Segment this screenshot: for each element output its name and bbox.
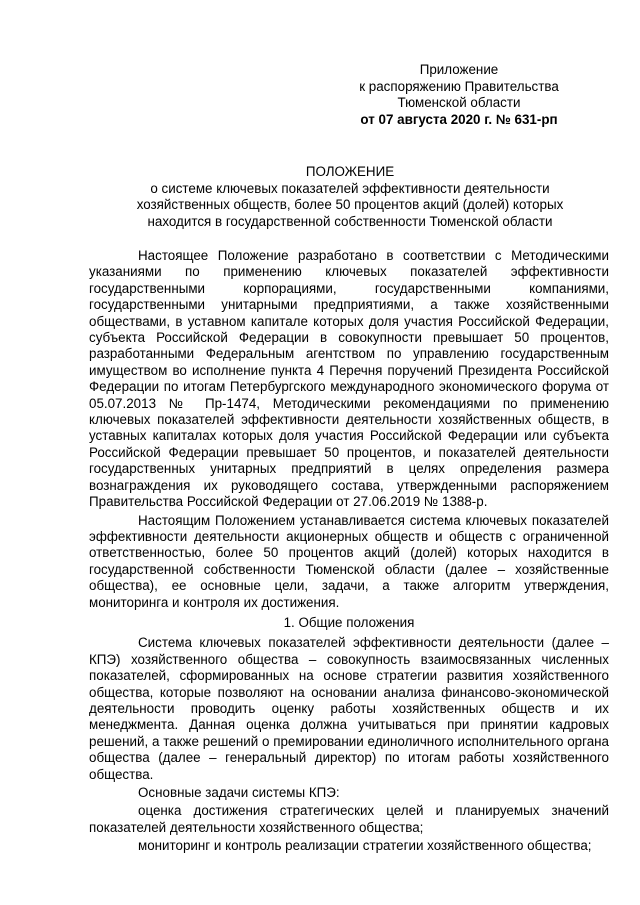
- appendix-order-ref: к распоряжению Правительства: [359, 78, 559, 94]
- paragraph-basis: Настоящее Положение разработано в соответствии с Методическими указаниями по применению ключевых показателей эффективности государственными корпорациями, государственными компаниями, государственными унитарными предприятиями, а также хозяйственными обществами, в уставном капитале которых доля участия Российской Федерации, субъекта Российской Федерации в совокупности превышает 50 процентов, разработанными Федеральным агентством по управлению государственным имуществом во исполнение пункта 4 Перечня поручений Президента Российской Федерации по итогам Петербургского международного экономического форума от 05.07.2013 № Пр-1474, Методическими рекомендациями по применению ключевых показателей эффективности деятельности хозяйственных обществ, в уставных капиталах которых доля участия Российской Федерации или субъекта Российской Федерации превышает 50 процентов, и показателей деятельности государственных унитарных предприятий в целях определения размера вознаграждения их руководящего состава, утвержденными распоряжением Правительства Российской Федерации от 27.06.2019 № 1388-р.: [89, 248, 609, 510]
- appendix-block: [324, 62, 594, 128]
- appendix-region: Тюменской области: [397, 95, 521, 110]
- document-title: ПОЛОЖЕНИЕ: [305, 164, 395, 179]
- list-item-kpi-task-1: оценка достижения стратегических целей и планируемых значений показателей деятельности хозяйственного общества;: [89, 803, 609, 835]
- document-body: [89, 248, 609, 855]
- list-item-kpi-task-2: мониторинг и контроль реализации стратегии хозяйственного общества;: [138, 838, 592, 854]
- appendix-label: Приложение: [419, 62, 499, 77]
- document-subtitle-line-3: находится в государственной собственности Тюменской области: [147, 213, 553, 229]
- paragraph-kpi-definition: Система ключевых показателей эффективности деятельности (далее – КПЭ) хозяйственного общества – совокупность взаимосвязанных численных показателей, сформированных на основе стратегии развития хозяйственного общества, которые позволяют на основании анализа финансово-экономической деятельности проводить оценку работы хозяйственных обществ и их менеджмента. Данная оценка должна учитываться при принятии кадровых решений, а также решений о премировании единоличного исполнительного органа общества (далее – генеральный директор) по итогам работы хозяйственного общества.: [89, 635, 609, 782]
- document-subtitle-line-2: хозяйственных обществ, более 50 процентов акций (долей) которых: [136, 197, 564, 212]
- paragraph-scope: Настоящим Положением устанавливается система ключевых показателей эффективности деятельности акционерных обществ и обществ с ограниченной ответственностью, более 50 процентов акций (долей) которых находится в государственной собственности Тюменской области (далее – хозяйственные общества), ее основные цели, задачи, а также алгоритм утверждения, мониторинга и контроля их достижения.: [89, 512, 609, 610]
- section-heading-general: 1. Общие положения: [283, 614, 415, 630]
- appendix-order-date-number: от 07 августа 2020 г. № 631-рп: [360, 111, 558, 127]
- document-title-block: [90, 164, 610, 230]
- document-subtitle-line-1: о системе ключевых показателей эффективности деятельности: [150, 180, 550, 196]
- paragraph-kpi-tasks-intro: Основные задачи системы КПЭ:: [138, 785, 340, 800]
